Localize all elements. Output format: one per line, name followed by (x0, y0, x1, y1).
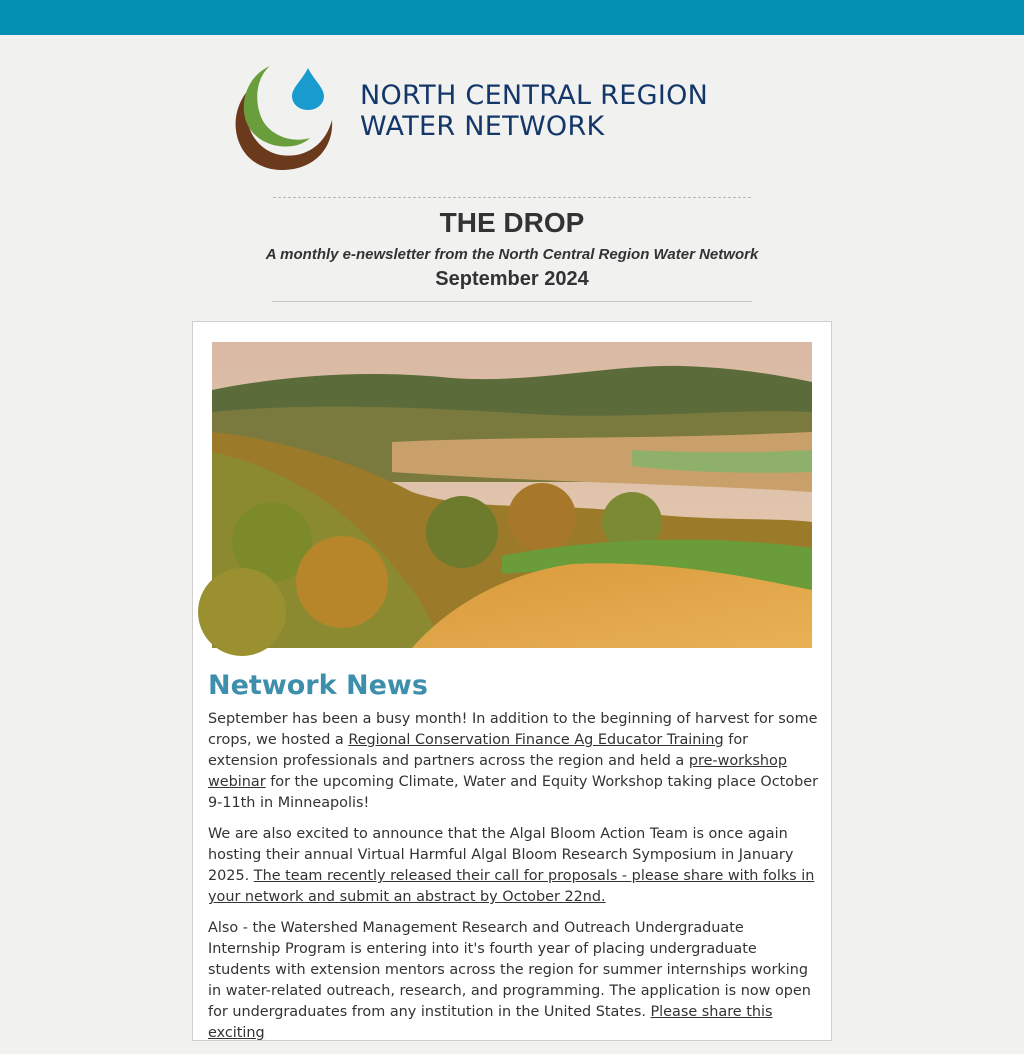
conservation-finance-training-link[interactable]: Regional Conservation Finance Ag Educator Training (348, 732, 724, 748)
content-card (192, 321, 832, 1041)
pre-workshop-webinar-link[interactable]: pre-workshop webinar (208, 753, 787, 790)
internship-share-link[interactable]: Please share this exciting (208, 1004, 773, 1041)
logo-line-1: NORTH CENTRAL REGION (360, 80, 709, 111)
newsletter-subtitle: A monthly e-newsletter from the North Central Region Water Network (265, 246, 759, 263)
top-banner-bar (0, 0, 1024, 35)
dashed-divider (273, 197, 751, 198)
network-news-body (208, 709, 820, 1054)
water-drop-crescent-logo-icon (228, 58, 338, 176)
network-news-heading: Network News (208, 670, 428, 701)
logo-wordmark (360, 80, 708, 142)
call-for-proposals-link[interactable]: The team recently released their call for proposals - please share with folks in your network and submit an abstract by October 22nd. (208, 868, 815, 905)
logo-line-2: WATER NETWORK (360, 111, 605, 142)
paragraph-2 (208, 824, 820, 908)
p2-text-1: We are also excited to announce that the Algal Bloom Action Team is once again hosting their annual Virtual Harmful Algal Bloom Research Symposium in January 2025. (208, 826, 794, 884)
newsletter-date: September 2024 (435, 268, 589, 290)
paragraph-1 (208, 709, 820, 814)
p1-text-3: for the upcoming Climate, Water and Equity Workshop taking place October 9-11th in Minneapolis! (208, 774, 819, 811)
header-divider (272, 301, 752, 302)
newsletter-title: THE DROP (439, 207, 585, 238)
p1-text-1: September has been a busy month! In addition to the beginning of harvest for some crops, we hosted a (208, 711, 818, 748)
network-logo[interactable] (228, 58, 808, 176)
paragraph-3 (208, 918, 820, 1044)
autumn-landscape-image (212, 342, 812, 648)
p3-text-1: Also - the Watershed Management Research and Outreach Undergraduate Internship Program is entering into it's fourth year of placing undergraduate students with extension mentors across the region for summer internships working in water-related outreach, research, and programming. The application is now open for undergraduates from any institution in the United States. (208, 920, 811, 1020)
hero-image (212, 342, 812, 648)
p1-text-2: for extension professionals and partners across the region and held a (208, 732, 749, 769)
